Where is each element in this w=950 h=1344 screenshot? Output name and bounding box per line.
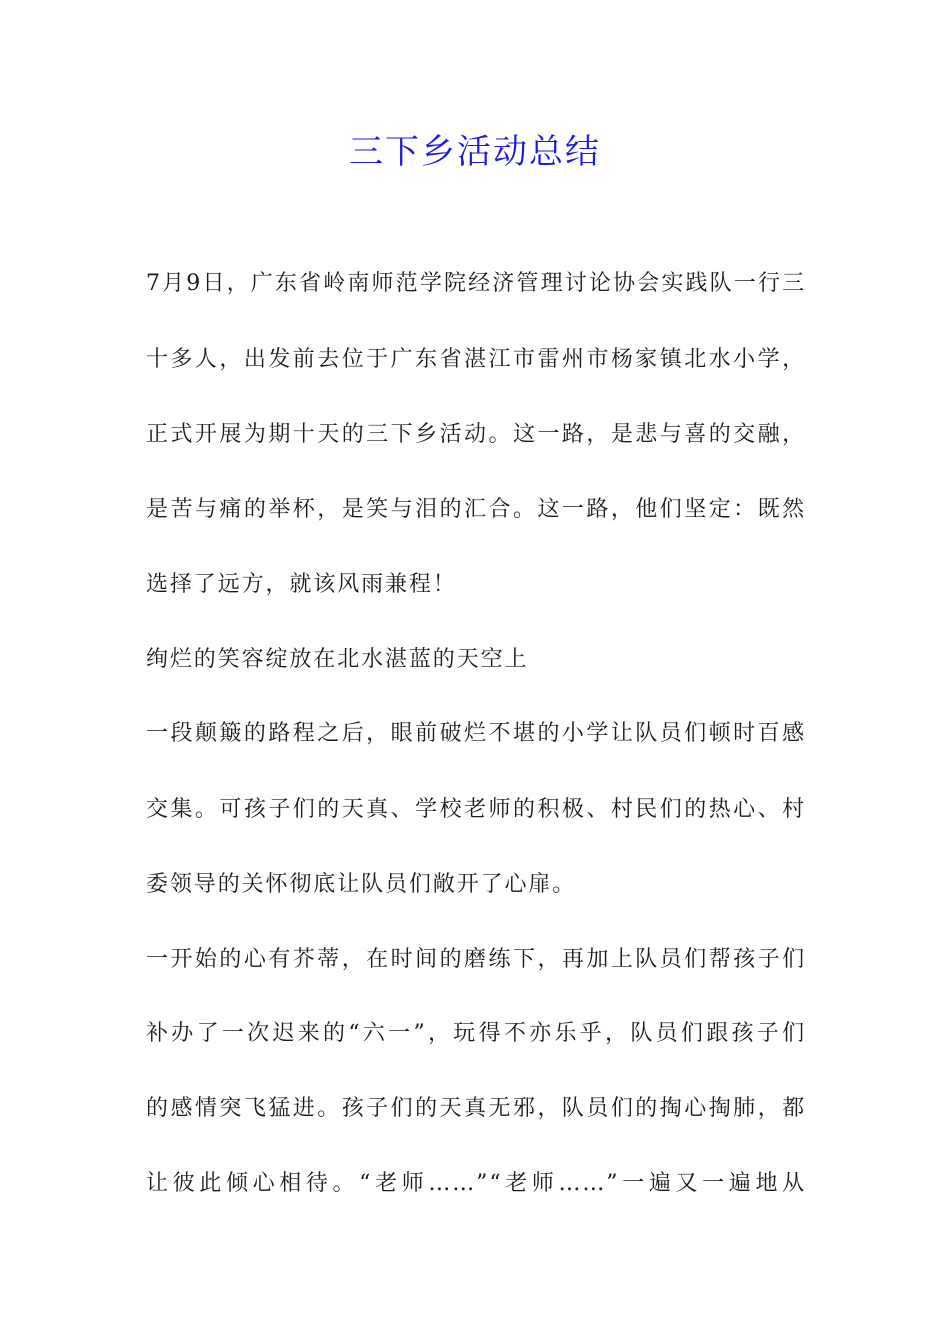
paragraph-line: 是苦与痛的举杯，是笑与泪的汇合。这一路，他们坚定：既然 (146, 497, 806, 522)
paragraph-line: 让彼此倾心相待。“老师……”“老师……”一遍又一遍地从 (146, 1171, 806, 1196)
paragraph-line: 交集。可孩子们的天真、学校老师的积极、村民们的热心、村 (146, 797, 806, 822)
paragraph-line: 十多人，出发前去位于广东省湛江市雷州市杨家镇北水小学， (146, 347, 806, 372)
paragraph-line: 选择了远方，就该风雨兼程！ (146, 572, 457, 597)
section-heading: 绚烂的笑容绽放在北水湛蓝的天空上 (146, 647, 529, 672)
paragraph-line: 一段颠簸的路程之后，眼前破烂不堪的小学让队员们顿时百感 (146, 721, 806, 746)
paragraph-line: 的感情突飞猛进。孩子们的天真无邪，队员们的掏心掏肺，都 (146, 1096, 806, 1121)
paragraph-line: 补办了一次迟来的“六一”，玩得不亦乐乎，队员们跟孩子们 (146, 1021, 806, 1046)
document-title: 三下乡活动总结 (349, 132, 601, 172)
paragraph-line: 一开始的心有芥蒂，在时间的磨练下，再加上队员们帮孩子们 (146, 947, 806, 972)
paragraph-line: 委领导的关怀彻底让队员们敞开了心扉。 (146, 872, 577, 897)
paragraph-line: 7月9日，广东省岭南师范学院经济管理讨论协会实践队一行三 (146, 271, 806, 296)
paragraph-line: 正式开展为期十天的三下乡活动。这一路，是悲与喜的交融， (146, 422, 806, 447)
